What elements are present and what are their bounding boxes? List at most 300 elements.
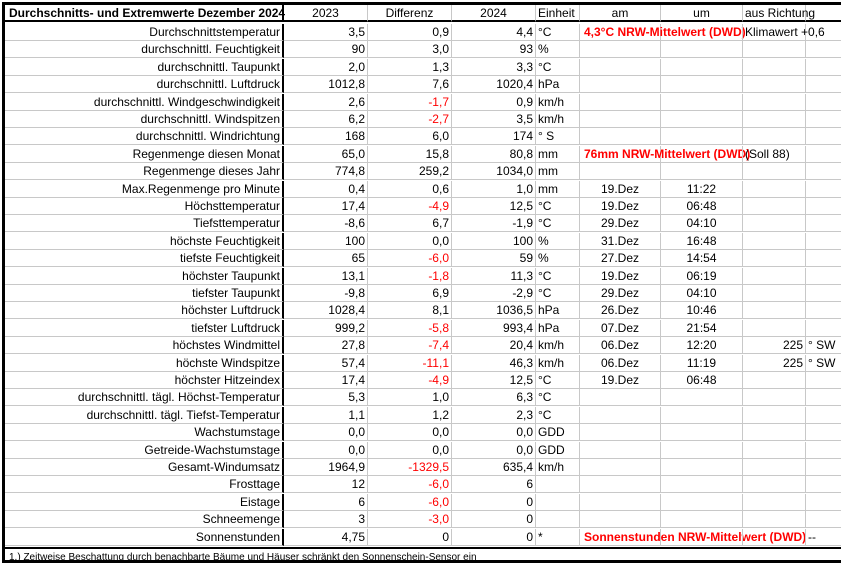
row-label[interactable]: tiefster Taupunkt bbox=[5, 285, 284, 302]
value-einheit[interactable]: hPa bbox=[536, 320, 580, 337]
value-um[interactable]: 16:48 bbox=[661, 233, 743, 250]
value-2024[interactable]: -1,9 bbox=[452, 215, 536, 232]
value-richtung-extra[interactable] bbox=[806, 268, 841, 285]
value-2024[interactable]: 0 bbox=[452, 529, 536, 546]
value-am[interactable]: 4,3°C NRW-Mittelwert (DWD) bbox=[580, 24, 661, 41]
value-2024[interactable]: -2,9 bbox=[452, 285, 536, 302]
value-am[interactable] bbox=[580, 76, 661, 93]
row-label[interactable]: höchstes Windmittel bbox=[5, 337, 284, 354]
header-row bbox=[5, 5, 841, 22]
value-richtung[interactable] bbox=[743, 76, 806, 93]
table-row bbox=[5, 372, 841, 389]
value-am[interactable]: 19.Dez bbox=[580, 372, 661, 389]
row-label[interactable]: höchster Taupunkt bbox=[5, 268, 284, 285]
value-um[interactable] bbox=[661, 407, 743, 424]
value-richtung[interactable] bbox=[743, 41, 806, 58]
value-richtung-extra[interactable] bbox=[806, 494, 841, 511]
table-row bbox=[5, 389, 841, 406]
value-am[interactable] bbox=[580, 389, 661, 406]
value-differenz[interactable]: 0,0 bbox=[368, 233, 452, 250]
value-2023[interactable]: -8,6 bbox=[284, 215, 368, 232]
value-richtung[interactable] bbox=[743, 198, 806, 215]
value-differenz[interactable]: 6,9 bbox=[368, 285, 452, 302]
value-2023[interactable]: 3,5 bbox=[284, 24, 368, 41]
value-2024[interactable]: 12,5 bbox=[452, 198, 536, 215]
value-2024[interactable]: 20,4 bbox=[452, 337, 536, 354]
value-2024[interactable]: 100 bbox=[452, 233, 536, 250]
value-richtung-extra[interactable]: ° SW bbox=[806, 337, 841, 354]
value-am[interactable] bbox=[580, 128, 661, 145]
table-row bbox=[5, 111, 841, 128]
value-differenz[interactable]: -11,1 bbox=[368, 355, 452, 372]
value-richtung[interactable] bbox=[743, 268, 806, 285]
value-2023[interactable]: 774,8 bbox=[284, 163, 368, 180]
value-um[interactable] bbox=[661, 146, 743, 163]
value-einheit[interactable] bbox=[536, 476, 580, 493]
value-2023[interactable]: 57,4 bbox=[284, 355, 368, 372]
value-2024[interactable]: 2,3 bbox=[452, 407, 536, 424]
value-2024[interactable]: 1,0 bbox=[452, 181, 536, 198]
value-einheit[interactable]: °C bbox=[536, 59, 580, 76]
value-2024[interactable]: 0,9 bbox=[452, 94, 536, 111]
value-2023[interactable]: 0,0 bbox=[284, 442, 368, 459]
row-label[interactable]: durchschnittl. Windrichtung bbox=[5, 128, 284, 145]
value-richtung-extra[interactable] bbox=[806, 41, 841, 58]
table-row bbox=[5, 511, 841, 528]
value-einheit[interactable]: °C bbox=[536, 268, 580, 285]
value-differenz[interactable]: 1,3 bbox=[368, 59, 452, 76]
value-2023[interactable]: 1012,8 bbox=[284, 76, 368, 93]
value-einheit[interactable]: hPa bbox=[536, 302, 580, 319]
value-am[interactable]: 26.Dez bbox=[580, 302, 661, 319]
value-2024[interactable]: 0 bbox=[452, 511, 536, 528]
row-label[interactable]: höchste Windspitze bbox=[5, 355, 284, 372]
value-um[interactable]: 21:54 bbox=[661, 320, 743, 337]
value-am[interactable] bbox=[580, 511, 661, 528]
value-richtung-extra[interactable]: -- bbox=[806, 529, 841, 546]
value-2024[interactable]: 0,0 bbox=[452, 442, 536, 459]
value-am[interactable]: 19.Dez bbox=[580, 268, 661, 285]
value-2023[interactable]: 1,1 bbox=[284, 407, 368, 424]
value-2023[interactable]: 65,0 bbox=[284, 146, 368, 163]
table-title[interactable]: Durchschnitts- und Extremwerte Dezember 2024 bbox=[5, 5, 284, 22]
value-richtung-extra[interactable] bbox=[806, 198, 841, 215]
value-richtung[interactable] bbox=[743, 128, 806, 145]
value-richtung-extra[interactable] bbox=[806, 285, 841, 302]
value-am[interactable] bbox=[580, 111, 661, 128]
value-2024[interactable]: 1036,5 bbox=[452, 302, 536, 319]
value-richtung-extra[interactable] bbox=[806, 459, 841, 476]
value-richtung[interactable] bbox=[743, 285, 806, 302]
value-2023[interactable]: 17,4 bbox=[284, 198, 368, 215]
value-2023[interactable]: 2,0 bbox=[284, 59, 368, 76]
value-um[interactable] bbox=[661, 24, 743, 41]
table-row bbox=[5, 407, 841, 424]
value-am[interactable]: 29.Dez bbox=[580, 285, 661, 302]
row-label[interactable]: höchster Hitzeindex bbox=[5, 372, 284, 389]
value-richtung[interactable] bbox=[743, 407, 806, 424]
value-differenz[interactable]: 0,6 bbox=[368, 181, 452, 198]
value-einheit[interactable]: % bbox=[536, 233, 580, 250]
value-um[interactable]: 06:48 bbox=[661, 198, 743, 215]
value-differenz[interactable]: 6,0 bbox=[368, 128, 452, 145]
value-2024[interactable]: 0,0 bbox=[452, 424, 536, 441]
value-einheit[interactable]: mm bbox=[536, 181, 580, 198]
row-label[interactable]: höchste Feuchtigkeit bbox=[5, 233, 284, 250]
value-um[interactable] bbox=[661, 128, 743, 145]
col-header-2024[interactable]: 2024 bbox=[452, 5, 536, 22]
value-einheit[interactable]: °C bbox=[536, 198, 580, 215]
value-differenz[interactable]: 1,2 bbox=[368, 407, 452, 424]
value-richtung[interactable]: (Soll 88) bbox=[743, 146, 806, 163]
value-differenz[interactable]: 6,7 bbox=[368, 215, 452, 232]
row-label[interactable]: Gesamt-Windumsatz bbox=[5, 459, 284, 476]
value-um[interactable]: 04:10 bbox=[661, 215, 743, 232]
value-um[interactable]: 06:19 bbox=[661, 268, 743, 285]
value-richtung-extra[interactable] bbox=[806, 476, 841, 493]
col-header-richtung[interactable]: aus Richtung bbox=[745, 6, 816, 20]
value-differenz[interactable]: -3,0 bbox=[368, 511, 452, 528]
value-einheit[interactable]: °C bbox=[536, 24, 580, 41]
value-2023[interactable]: 6,2 bbox=[284, 111, 368, 128]
value-einheit[interactable]: km/h bbox=[536, 355, 580, 372]
value-2024[interactable]: 6,3 bbox=[452, 389, 536, 406]
value-richtung-extra[interactable] bbox=[806, 302, 841, 319]
row-label[interactable]: höchster Luftdruck bbox=[5, 302, 284, 319]
col-header-am[interactable]: am bbox=[580, 5, 661, 22]
value-2023[interactable]: 3 bbox=[284, 511, 368, 528]
footnote: 1.) Zeitweise Beschattung durch benachbarte Bäume und Häuser schränkt den Sonnenschein-Sensor ein bbox=[9, 552, 477, 563]
value-differenz[interactable]: 1,0 bbox=[368, 389, 452, 406]
col-header-differenz[interactable]: Differenz bbox=[368, 5, 452, 22]
row-label[interactable]: Wachstumstage bbox=[5, 424, 284, 441]
row-label[interactable]: Tiefsttemperatur bbox=[5, 215, 284, 232]
value-differenz[interactable]: -6,0 bbox=[368, 494, 452, 511]
value-einheit[interactable] bbox=[536, 494, 580, 511]
value-einheit[interactable]: % bbox=[536, 250, 580, 267]
spreadsheet bbox=[2, 2, 841, 563]
value-um[interactable] bbox=[661, 389, 743, 406]
table-row bbox=[5, 268, 841, 285]
row-label[interactable]: Regenmenge diesen Monat bbox=[5, 146, 284, 163]
row-label[interactable]: Durchschnittstemperatur bbox=[5, 24, 284, 41]
value-differenz[interactable]: 3,0 bbox=[368, 41, 452, 58]
value-richtung[interactable] bbox=[743, 424, 806, 441]
value-am[interactable]: 07.Dez bbox=[580, 320, 661, 337]
value-richtung[interactable] bbox=[743, 529, 806, 546]
value-richtung-extra[interactable] bbox=[806, 215, 841, 232]
value-2024[interactable]: 93 bbox=[452, 41, 536, 58]
value-um[interactable] bbox=[661, 59, 743, 76]
value-am[interactable] bbox=[580, 163, 661, 180]
value-2023[interactable]: 1964,9 bbox=[284, 459, 368, 476]
value-2023[interactable]: 168 bbox=[284, 128, 368, 145]
value-differenz[interactable]: -1,8 bbox=[368, 268, 452, 285]
value-2024[interactable]: 635,4 bbox=[452, 459, 536, 476]
value-richtung-extra[interactable] bbox=[806, 76, 841, 93]
value-am[interactable]: 27.Dez bbox=[580, 250, 661, 267]
value-richtung[interactable] bbox=[743, 320, 806, 337]
table-row bbox=[5, 494, 841, 511]
value-differenz[interactable]: -4,9 bbox=[368, 372, 452, 389]
value-um[interactable]: 11:19 bbox=[661, 355, 743, 372]
value-2023[interactable]: 5,3 bbox=[284, 389, 368, 406]
row-label[interactable]: Frosttage bbox=[5, 476, 284, 493]
value-einheit[interactable]: km/h bbox=[536, 337, 580, 354]
value-2024[interactable]: 1020,4 bbox=[452, 76, 536, 93]
table-row bbox=[5, 76, 841, 93]
value-differenz[interactable]: 8,1 bbox=[368, 302, 452, 319]
value-um[interactable] bbox=[661, 76, 743, 93]
value-einheit[interactable]: % bbox=[536, 41, 580, 58]
value-um[interactable]: 06:48 bbox=[661, 372, 743, 389]
row-label[interactable]: durchschnittl. Luftdruck bbox=[5, 76, 284, 93]
value-2023[interactable]: 999,2 bbox=[284, 320, 368, 337]
value-richtung[interactable] bbox=[743, 59, 806, 76]
value-am[interactable]: 06.Dez bbox=[580, 355, 661, 372]
value-2023[interactable]: 12 bbox=[284, 476, 368, 493]
value-2023[interactable]: 4,75 bbox=[284, 529, 368, 546]
value-richtung-extra[interactable] bbox=[806, 511, 841, 528]
value-richtung-extra[interactable] bbox=[806, 111, 841, 128]
value-einheit[interactable]: °C bbox=[536, 285, 580, 302]
value-2024[interactable]: 4,4 bbox=[452, 24, 536, 41]
value-richtung-extra[interactable] bbox=[806, 233, 841, 250]
value-differenz[interactable]: -1329,5 bbox=[368, 459, 452, 476]
value-einheit[interactable]: * bbox=[536, 529, 580, 546]
value-um[interactable] bbox=[661, 442, 743, 459]
value-richtung[interactable] bbox=[743, 459, 806, 476]
value-richtung-extra[interactable] bbox=[806, 128, 841, 145]
value-richtung-extra[interactable] bbox=[806, 94, 841, 111]
row-label[interactable]: Sonnenstunden bbox=[5, 529, 284, 546]
value-richtung-extra[interactable] bbox=[806, 59, 841, 76]
table-row bbox=[5, 355, 841, 372]
value-am[interactable]: 19.Dez bbox=[580, 198, 661, 215]
row-label[interactable]: Getreide-Wachstumstage bbox=[5, 442, 284, 459]
value-richtung-extra[interactable] bbox=[806, 320, 841, 337]
row-label[interactable]: Schneemenge bbox=[5, 511, 284, 528]
row-label[interactable]: Höchsttemperatur bbox=[5, 198, 284, 215]
row-label[interactable]: durchschnittl. Windspitzen bbox=[5, 111, 284, 128]
row-label[interactable]: tiefster Luftdruck bbox=[5, 320, 284, 337]
value-differenz[interactable]: -4,9 bbox=[368, 198, 452, 215]
value-differenz[interactable]: -5,8 bbox=[368, 320, 452, 337]
value-am[interactable] bbox=[580, 494, 661, 511]
value-richtung[interactable] bbox=[743, 494, 806, 511]
value-am[interactable]: 76mm NRW-Mittelwert (DWD) bbox=[580, 146, 661, 163]
value-richtung[interactable]: 225 bbox=[743, 355, 806, 372]
value-am[interactable]: 31.Dez bbox=[580, 233, 661, 250]
value-richtung[interactable] bbox=[743, 181, 806, 198]
row-label[interactable]: durchschnittl. Feuchtigkeit bbox=[5, 41, 284, 58]
value-2024[interactable]: 0 bbox=[452, 494, 536, 511]
value-um[interactable] bbox=[661, 511, 743, 528]
value-2023[interactable]: 2,6 bbox=[284, 94, 368, 111]
value-differenz[interactable]: -1,7 bbox=[368, 94, 452, 111]
row-label[interactable]: Eistage bbox=[5, 494, 284, 511]
table-row bbox=[5, 24, 841, 41]
value-einheit[interactable]: hPa bbox=[536, 76, 580, 93]
row-label[interactable]: Max.Regenmenge pro Minute bbox=[5, 181, 284, 198]
value-richtung[interactable]: 225 bbox=[743, 337, 806, 354]
value-am[interactable] bbox=[580, 424, 661, 441]
value-um[interactable] bbox=[661, 41, 743, 58]
value-am[interactable]: 19.Dez bbox=[580, 181, 661, 198]
row-label[interactable]: tiefste Feuchtigkeit bbox=[5, 250, 284, 267]
value-richtung[interactable] bbox=[743, 233, 806, 250]
value-richtung[interactable] bbox=[743, 442, 806, 459]
table-row bbox=[5, 198, 841, 215]
value-richtung[interactable] bbox=[743, 250, 806, 267]
value-am[interactable]: 06.Dez bbox=[580, 337, 661, 354]
value-am[interactable] bbox=[580, 476, 661, 493]
value-um[interactable]: 10:46 bbox=[661, 302, 743, 319]
value-2023[interactable]: 27,8 bbox=[284, 337, 368, 354]
value-2023[interactable]: 6 bbox=[284, 494, 368, 511]
value-einheit[interactable]: °C bbox=[536, 372, 580, 389]
value-richtung-extra[interactable] bbox=[806, 146, 841, 163]
value-differenz[interactable]: 259,2 bbox=[368, 163, 452, 180]
value-2024[interactable]: 46,3 bbox=[452, 355, 536, 372]
value-differenz[interactable]: 0,0 bbox=[368, 442, 452, 459]
value-2023[interactable]: 13,1 bbox=[284, 268, 368, 285]
value-richtung[interactable] bbox=[743, 111, 806, 128]
value-richtung-extra[interactable] bbox=[806, 389, 841, 406]
row-label[interactable]: durchschnittl. tägl. Tiefst-Temperatur bbox=[5, 407, 284, 424]
value-differenz[interactable]: 0,9 bbox=[368, 24, 452, 41]
value-richtung[interactable] bbox=[743, 372, 806, 389]
value-2023[interactable]: 17,4 bbox=[284, 372, 368, 389]
value-2024[interactable]: 6 bbox=[452, 476, 536, 493]
col-header-einheit[interactable]: Einheit bbox=[536, 5, 580, 22]
value-am[interactable] bbox=[580, 442, 661, 459]
value-2023[interactable]: 65 bbox=[284, 250, 368, 267]
value-einheit[interactable]: °C bbox=[536, 389, 580, 406]
value-um[interactable] bbox=[661, 163, 743, 180]
table-row bbox=[5, 529, 841, 546]
value-2024[interactable]: 80,8 bbox=[452, 146, 536, 163]
value-einheit[interactable]: mm bbox=[536, 163, 580, 180]
value-2024[interactable]: 1034,0 bbox=[452, 163, 536, 180]
value-einheit[interactable]: km/h bbox=[536, 94, 580, 111]
value-um[interactable] bbox=[661, 111, 743, 128]
col-header-um[interactable]: um bbox=[661, 5, 743, 22]
value-2024[interactable]: 3,5 bbox=[452, 111, 536, 128]
value-2023[interactable]: 0,4 bbox=[284, 181, 368, 198]
value-um[interactable] bbox=[661, 94, 743, 111]
value-richtung[interactable] bbox=[743, 389, 806, 406]
table-row bbox=[5, 128, 841, 145]
value-am[interactable] bbox=[580, 407, 661, 424]
table-row bbox=[5, 442, 841, 459]
value-am[interactable] bbox=[580, 59, 661, 76]
value-2023[interactable]: -9,8 bbox=[284, 285, 368, 302]
value-2024[interactable]: 59 bbox=[452, 250, 536, 267]
value-um[interactable] bbox=[661, 529, 743, 546]
value-richtung-extra[interactable] bbox=[806, 407, 841, 424]
value-richtung[interactable] bbox=[743, 511, 806, 528]
value-richtung[interactable] bbox=[743, 215, 806, 232]
value-2024[interactable]: 3,3 bbox=[452, 59, 536, 76]
value-2024[interactable]: 11,3 bbox=[452, 268, 536, 285]
value-am[interactable]: 29.Dez bbox=[580, 215, 661, 232]
value-2024[interactable]: 993,4 bbox=[452, 320, 536, 337]
value-um[interactable] bbox=[661, 494, 743, 511]
value-richtung-extra[interactable] bbox=[806, 24, 841, 41]
value-richtung[interactable] bbox=[743, 476, 806, 493]
value-differenz[interactable]: -6,0 bbox=[368, 476, 452, 493]
value-einheit[interactable]: GDD bbox=[536, 424, 580, 441]
value-2023[interactable]: 100 bbox=[284, 233, 368, 250]
col-header-2023[interactable]: 2023 bbox=[284, 5, 368, 22]
value-am[interactable] bbox=[580, 459, 661, 476]
value-differenz[interactable]: -7,4 bbox=[368, 337, 452, 354]
value-einheit[interactable]: ° S bbox=[536, 128, 580, 145]
table-row bbox=[5, 459, 841, 476]
value-2023[interactable]: 1028,4 bbox=[284, 302, 368, 319]
value-richtung[interactable] bbox=[743, 163, 806, 180]
value-richtung[interactable]: Klimawert +0,6 bbox=[745, 25, 825, 39]
value-einheit[interactable]: km/h bbox=[536, 459, 580, 476]
value-einheit[interactable]: km/h bbox=[536, 111, 580, 128]
value-richtung-extra[interactable] bbox=[806, 163, 841, 180]
value-differenz[interactable]: 0 bbox=[368, 529, 452, 546]
value-richtung-extra[interactable]: ° SW bbox=[806, 355, 841, 372]
value-einheit[interactable]: °C bbox=[536, 407, 580, 424]
table-row bbox=[5, 41, 841, 58]
value-richtung-extra[interactable] bbox=[806, 372, 841, 389]
value-um[interactable]: 04:10 bbox=[661, 285, 743, 302]
value-2023[interactable]: 0,0 bbox=[284, 424, 368, 441]
value-am[interactable]: Sonnenstunden NRW-Mittelwert (DWD) bbox=[580, 529, 661, 546]
value-einheit[interactable]: mm bbox=[536, 146, 580, 163]
value-am[interactable] bbox=[580, 94, 661, 111]
value-richtung-extra[interactable] bbox=[806, 250, 841, 267]
row-label[interactable]: durchschnittl. Taupunkt bbox=[5, 59, 284, 76]
value-richtung-extra[interactable] bbox=[806, 424, 841, 441]
row-label[interactable]: Regenmenge dieses Jahr bbox=[5, 163, 284, 180]
value-um[interactable]: 12:20 bbox=[661, 337, 743, 354]
value-2024[interactable]: 12,5 bbox=[452, 372, 536, 389]
value-differenz[interactable]: 15,8 bbox=[368, 146, 452, 163]
value-richtung-extra[interactable] bbox=[806, 181, 841, 198]
value-differenz[interactable]: 0,0 bbox=[368, 424, 452, 441]
value-einheit[interactable]: °C bbox=[536, 215, 580, 232]
table-row bbox=[5, 250, 841, 267]
value-richtung[interactable] bbox=[743, 94, 806, 111]
row-label[interactable]: durchschnittl. tägl. Höchst-Temperatur bbox=[5, 389, 284, 406]
value-um[interactable] bbox=[661, 476, 743, 493]
header-empty-cell[interactable] bbox=[806, 5, 841, 22]
value-einheit[interactable] bbox=[536, 511, 580, 528]
value-differenz[interactable]: -2,7 bbox=[368, 111, 452, 128]
value-richtung[interactable] bbox=[743, 302, 806, 319]
value-differenz[interactable]: 7,6 bbox=[368, 76, 452, 93]
value-um[interactable] bbox=[661, 424, 743, 441]
table-row bbox=[5, 181, 841, 198]
value-differenz[interactable]: -6,0 bbox=[368, 250, 452, 267]
value-richtung-extra[interactable] bbox=[806, 442, 841, 459]
value-2023[interactable]: 90 bbox=[284, 41, 368, 58]
value-um[interactable]: 11:22 bbox=[661, 181, 743, 198]
value-einheit[interactable]: GDD bbox=[536, 442, 580, 459]
row-label[interactable]: durchschnittl. Windgeschwindigkeit bbox=[5, 94, 284, 111]
value-am[interactable] bbox=[580, 41, 661, 58]
value-um[interactable]: 14:54 bbox=[661, 250, 743, 267]
value-um[interactable] bbox=[661, 459, 743, 476]
value-2024[interactable]: 174 bbox=[452, 128, 536, 145]
